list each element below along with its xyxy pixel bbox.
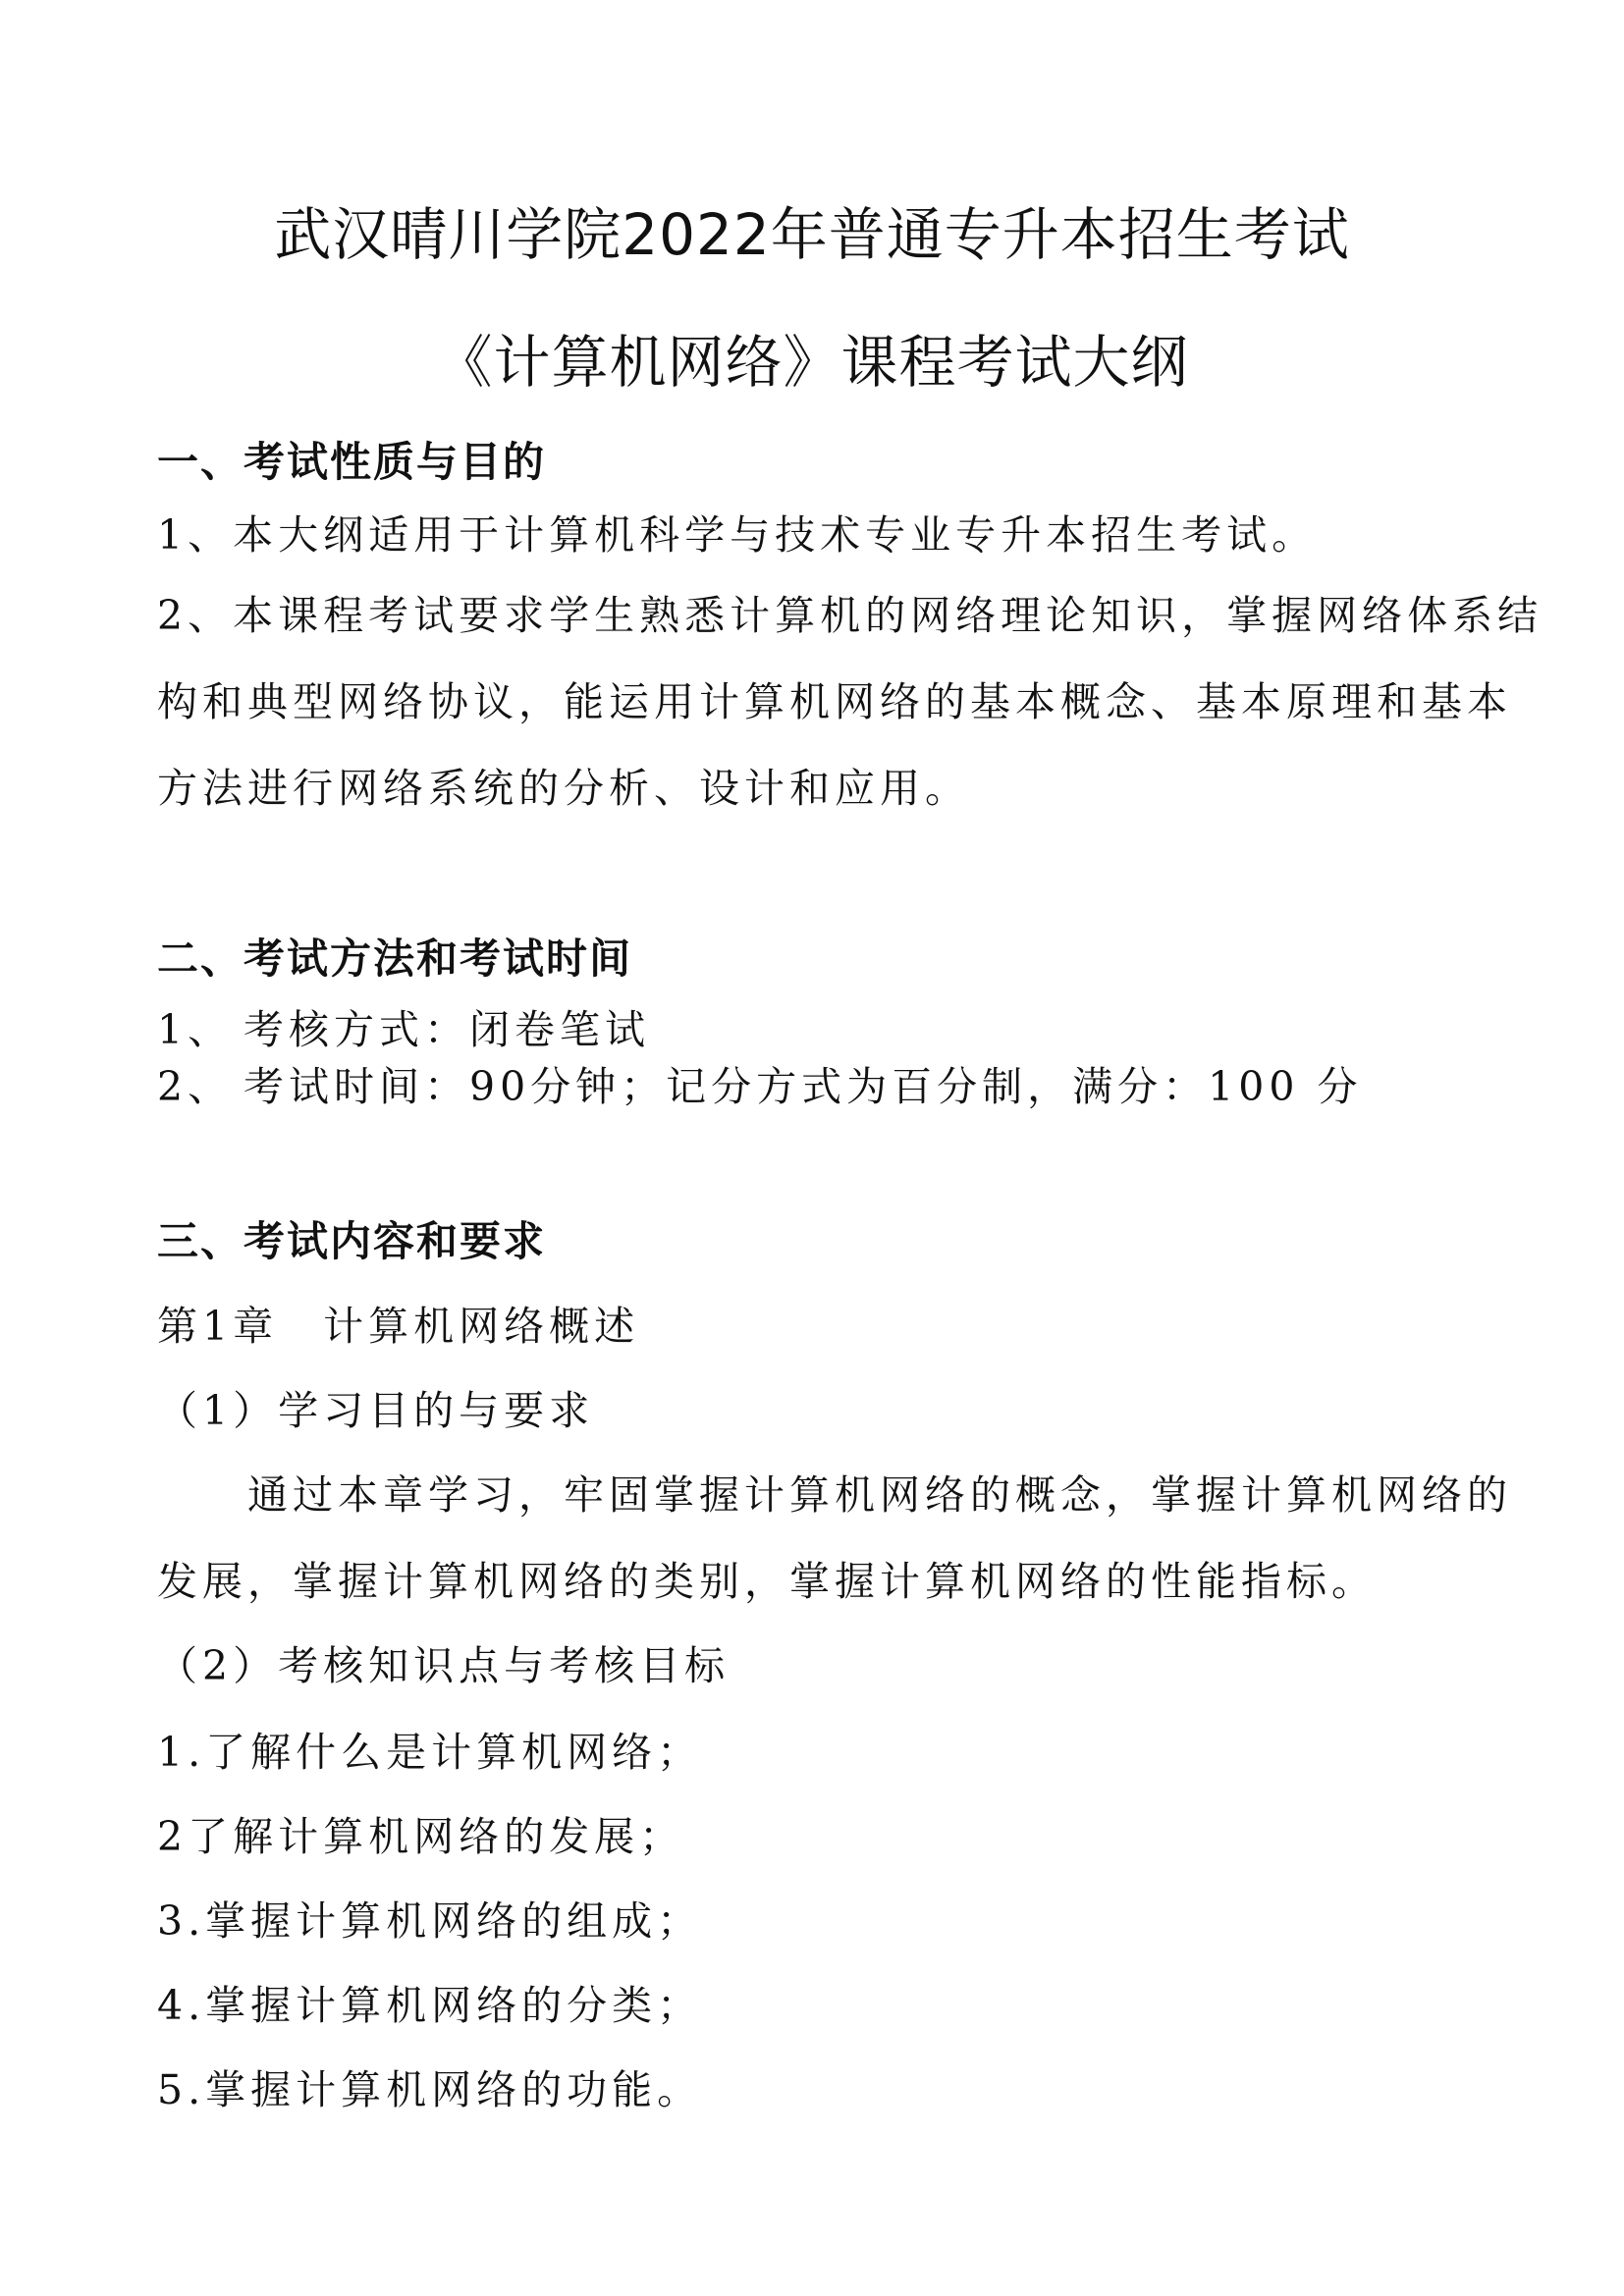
section2-item-text: 考核方式：闭卷笔试 (244, 1006, 650, 1053)
section2-item-number: 2、 (157, 1063, 234, 1110)
knowledge-point: 4.掌握计算机网络的分类； (157, 1982, 703, 2029)
knowledge-point: 5.掌握计算机网络的功能。 (157, 2066, 703, 2113)
chapter-title: 第1章 计算机网络概述 (157, 1303, 640, 1350)
knowledge-point: 2了解计算机网络的发展； (157, 1813, 685, 1860)
document-title-line2: 《计算机网络》课程考试大纲 (435, 329, 1189, 396)
section1-paragraph-2-line-3: 方法进行网络系统的分析、设计和应用。 (157, 765, 970, 812)
goal-paragraph-line-2: 发展，掌握计算机网络的类别，掌握计算机网络的性能指标。 (157, 1558, 1377, 1605)
section3-heading: 三、考试内容和要求 (157, 1217, 547, 1265)
knowledge-point: 1.了解什么是计算机网络； (157, 1729, 703, 1776)
goal-paragraph-line-1: 通过本章学习，牢固掌握计算机网络的概念，掌握计算机网络的 (157, 1471, 1512, 1519)
section2-heading: 二、考试方法和考试时间 (157, 934, 633, 983)
document-title-line1: 武汉晴川学院2022年普通专升本招生考试 (274, 201, 1350, 268)
section1-paragraph-1: 1、本大纲适用于计算机科学与技术专业专升本招生考试。 (157, 511, 1318, 559)
subheading-knowledge-points: （2）考核知识点与考核目标 (157, 1642, 731, 1689)
section1-paragraph-2-line-1: 2、本课程考试要求学生熟悉计算机的网络理论知识，掌握网络体系结 (157, 592, 1543, 639)
section1-paragraph-2-line-2: 构和典型网络协议，能运用计算机网络的基本概念、基本原理和基本 (157, 678, 1512, 725)
knowledge-point: 3.掌握计算机网络的组成； (157, 1897, 703, 1945)
subheading-learning-goals: （1）学习目的与要求 (157, 1387, 595, 1434)
section1-heading: 一、考试性质与目的 (157, 438, 547, 486)
section2-item (157, 1054, 1362, 1112)
section2-item (157, 997, 650, 1055)
section2-item-number: 1、 (157, 1006, 234, 1053)
section2-item-text: 考试时间：90分钟；记分方式为百分制，满分：100 分 (244, 1063, 1363, 1110)
